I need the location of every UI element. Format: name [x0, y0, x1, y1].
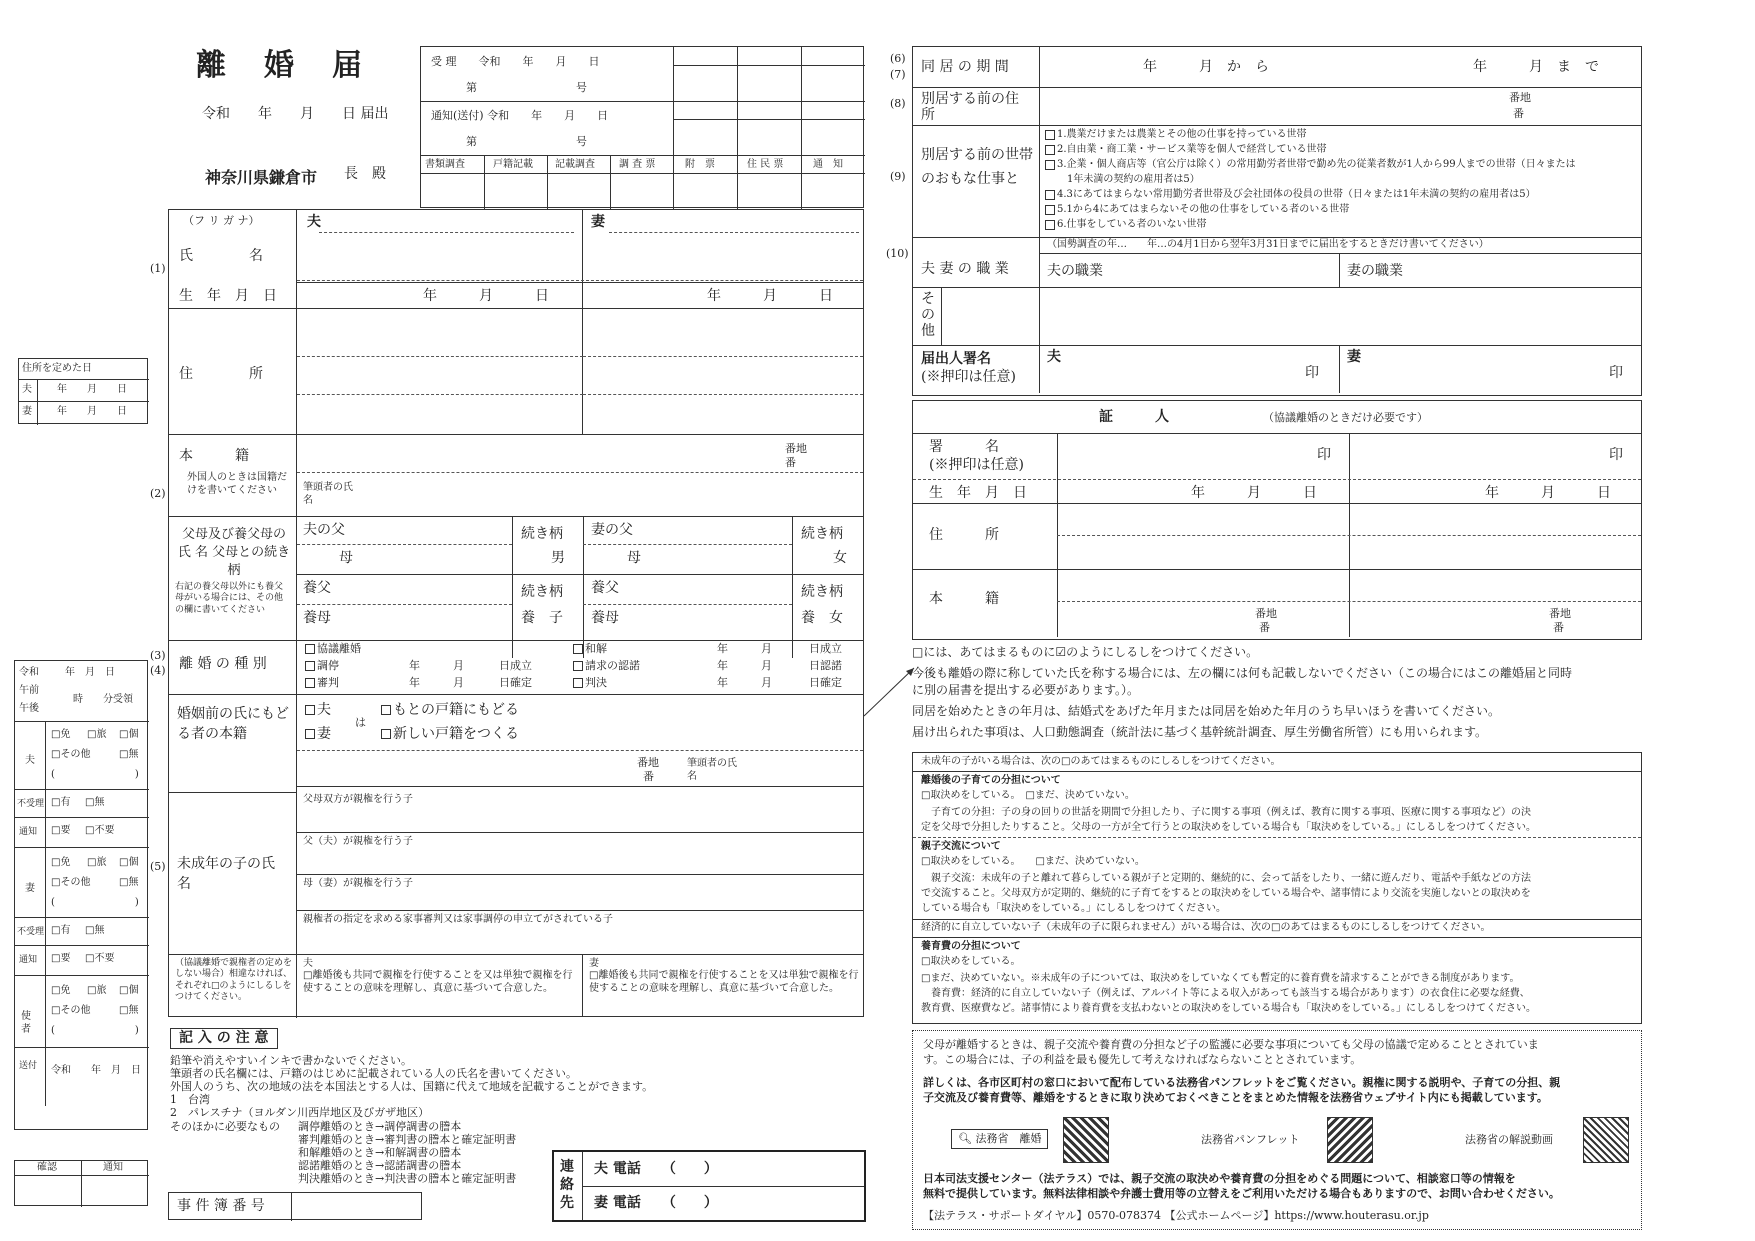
- notify-label: 通知: [103, 1162, 123, 1173]
- witness-birth-label: 生 年 月 日: [929, 485, 1027, 501]
- ban-label: 番: [643, 770, 654, 783]
- wife-address-input[interactable]: [583, 310, 863, 432]
- send-label: 送付: [19, 1061, 38, 1071]
- job-option-3[interactable]: 3.企業・個人商店等（官公庁は除く）の常用勤労者世帯で勤め先の従業者数が1人から99人までの世帯（日々または: [1045, 157, 1576, 172]
- other-label: その他: [921, 291, 935, 339]
- mother-custody-label: 母（妻）が親権を行う子: [303, 878, 413, 889]
- wife-birth-input[interactable]: 年 月 日: [707, 288, 833, 304]
- witness2-birth-input[interactable]: 年 月 日: [1485, 485, 1611, 501]
- childcare-options[interactable]: □取決めをしている。 □まだ、決めていない。: [921, 790, 1135, 801]
- id-paren: ( ): [51, 769, 139, 780]
- banchi-label: 番地: [1255, 607, 1277, 620]
- return-honseki-label: 婚姻前の氏にもどる者の本籍: [177, 706, 289, 742]
- male-label: 男: [551, 550, 565, 566]
- banchi-label: 番地: [637, 756, 659, 769]
- id-passport: □旅: [87, 985, 107, 996]
- contact-box: [552, 1150, 866, 1222]
- confirm-label: 確認: [37, 1162, 57, 1173]
- job-options: [1045, 127, 1576, 232]
- id-other: □その他: [51, 749, 91, 760]
- hittousha-label: 筆頭者の氏名: [687, 758, 737, 782]
- qr-code-search[interactable]: [1063, 1117, 1109, 1163]
- residence-date-title: 住所を定めた日: [22, 363, 92, 374]
- section-num: (1): [150, 262, 166, 275]
- note-line: 2 パレスチナ（ヨルダン川西岸地区及びガザ地区）: [170, 1106, 430, 1119]
- job-option-5[interactable]: 5.1から4にあてはまらないその他の仕事をしている者のいる世帯: [1045, 202, 1576, 217]
- notify-noneed: □不要: [85, 953, 115, 964]
- new-family-checkbox[interactable]: 新しい戸籍をつくる: [381, 726, 519, 743]
- ha-label: は: [355, 716, 366, 729]
- office-col: 書類調査: [425, 159, 465, 170]
- qr-code-pamphlet[interactable]: [1327, 1117, 1373, 1163]
- chotei-checkbox[interactable]: 調停: [305, 659, 339, 673]
- needed-item: 和解離婚のとき→和解調書の謄本: [298, 1146, 462, 1159]
- section-num: (4): [150, 664, 166, 677]
- video-label: 法務省の解説動画: [1465, 1133, 1553, 1146]
- prev-address-label: 別居する前の住 所: [921, 91, 1061, 123]
- instruction-line: □には、あてはまるものに☑のようにしるしをつけてください。: [912, 645, 1259, 659]
- name-label: 氏 名: [179, 248, 263, 264]
- kyogi-checkbox[interactable]: 協議離婚: [305, 642, 361, 656]
- info-text: 無料で提供しています。無料法律相談や弁護士費用等の立替えをご利用いただける場合もありますので、お問い合わせください。: [923, 1187, 1560, 1200]
- wife-job-input[interactable]: 妻の職業: [1347, 263, 1403, 279]
- id-passport: □旅: [87, 857, 107, 868]
- submission-date: 令和 年 月 日 届出: [202, 106, 389, 122]
- honseki-input[interactable]: [297, 436, 777, 472]
- ban-label: 番: [785, 456, 796, 469]
- contact-label: 連絡先: [560, 1159, 574, 1211]
- needed-item: 審判離婚のとき→審判書の謄本と確定証明書: [298, 1133, 517, 1146]
- office-col: 記載調査: [555, 159, 595, 170]
- notes-title: 記 入 の 注 意: [170, 1028, 278, 1049]
- needed-item: 調停離婚のとき→調停調書の謄本: [298, 1120, 462, 1133]
- hanketsu-checkbox[interactable]: 判決: [573, 676, 607, 690]
- arrow-icon: [862, 660, 918, 720]
- adopt-son-label: 養 子: [521, 610, 563, 626]
- husband-father-label: 夫の父: [303, 522, 345, 538]
- id-other: □その他: [51, 1005, 91, 1016]
- section-num: (8): [890, 97, 906, 110]
- witness-form: [912, 400, 1642, 640]
- father-custody-label: 父（夫）が親権を行う子: [303, 836, 413, 847]
- support-text: 教育費、医療費など。諸事情により養育費を支払わないとの取決めをしている場合も「取決めをしている。」にしるしをつけてください。: [921, 1003, 1536, 1014]
- banchi-label: 番地: [1509, 91, 1531, 104]
- husband-label: 夫: [307, 214, 321, 230]
- husband-label: 夫: [25, 755, 35, 766]
- husband-birth-input[interactable]: 年 月 日: [423, 288, 549, 304]
- banchi-label: 番地: [1549, 607, 1571, 620]
- ban-label: 番: [1513, 107, 1524, 120]
- wife-joint-checkbox[interactable]: □離婚後も共同で親権を行使することを又は単独で親権を行使することの意味を理解し、真意に基づいて合意した。: [589, 970, 859, 994]
- office-col: 通 知: [813, 159, 843, 170]
- husband-address-input[interactable]: [297, 310, 582, 432]
- residence-date-box: [18, 358, 148, 424]
- id-paren: ( ): [51, 1025, 139, 1036]
- info-text: 日本司法支援センター（法テラス）では、親子交流の取決めや養育費の分担をめぐる問題について、相談窓口等の情報を: [923, 1172, 1516, 1185]
- section-num: (3): [150, 649, 166, 662]
- ban-label: 番: [1259, 621, 1270, 634]
- hanketsu-kakutei: 日確定: [809, 676, 842, 689]
- both-parents-label: 父母双方が親権を行う子: [303, 794, 413, 805]
- childcare-text: 子育ての分担：子の身の回りの世話を期間で分担したり、子に関する事項（例えば、教育に関する事項、医療に関する事項など）の決: [921, 807, 1531, 818]
- husband-label: 夫: [303, 958, 313, 969]
- seikyu-ninaku: 日認諾: [809, 659, 842, 672]
- husband-joint-checkbox[interactable]: □離婚後も共同で親権を行使することを又は単独で親権を行使することの意味を理解し、真意に基づいて合意した。: [303, 970, 573, 994]
- notice-date: 通知(送付) 令和 年 月 日: [431, 109, 609, 122]
- received-no: 第 号: [466, 81, 587, 94]
- instruction-line: 同居を始めたときの年月は、結婚式をあげた年月または同居を始めた年月のうち早いほうを書いてください。: [912, 704, 1501, 718]
- honseki-label: 本 籍: [179, 448, 249, 464]
- shinpan-checkbox[interactable]: 審判: [305, 676, 339, 690]
- office-col: 附 票: [685, 159, 715, 170]
- support-options[interactable]: □取決めをしている。: [921, 956, 1021, 967]
- notes-list: [170, 1054, 653, 1119]
- wakai-checkbox[interactable]: 和解: [573, 642, 607, 656]
- section-num: (2): [150, 487, 166, 500]
- section-num: (5): [150, 860, 166, 873]
- office-use-table: [420, 46, 864, 208]
- pamphlet-label: 法務省パンフレット: [1201, 1133, 1300, 1146]
- search-icon: 🔍︎: [958, 1132, 972, 1145]
- am-label: 午前: [19, 685, 39, 696]
- id-none: □無: [119, 877, 139, 888]
- joint-note: （協議離婚で親権者の定めをしない場合）相違なければ、それぞれ□のようにしるしをつけてください。: [175, 958, 293, 1002]
- needed-label: そのほかに必要なもの: [170, 1120, 280, 1133]
- wife-label: 妻: [591, 214, 605, 230]
- relation-label: 続き柄: [521, 526, 563, 542]
- job-option-1[interactable]: 1.農業だけまたは農業とその他の仕事を持っている世帯: [1045, 127, 1576, 142]
- child-arrangement-box: [912, 752, 1642, 1024]
- info-text: す。この場合には、子の利益を最も優先して考えなければならないこととされています。: [923, 1053, 1362, 1066]
- wife-seal: 印: [1609, 365, 1623, 381]
- chotei-ym: 年 月: [409, 659, 464, 672]
- agent-label: 使者: [21, 1011, 31, 1035]
- wife-label: 妻: [22, 406, 32, 417]
- signer-note: (※押印は任意): [921, 369, 1016, 385]
- census-note: （国勢調査の年… 年…の4月1日から翌年3月31日までに届出をするときだけ書いてください）: [1047, 239, 1489, 250]
- witness-honseki-label: 本 籍: [929, 591, 999, 607]
- ban-label: 番: [1553, 621, 1564, 634]
- visitation-text: 親子交流：未成年の子と離れて暮らしている親が子と定期的、継続的に、会って話をしたり、一緒に遊んだり、電話や手紙などの方法: [921, 873, 1531, 884]
- visitation-options[interactable]: □取決めをしている。 □まだ、決めていない。: [921, 856, 1145, 867]
- foreign-note: 外国人のときは国籍だけを書いてください: [187, 472, 287, 496]
- pending-label: 親権者の指定を求める家事審判又は家事調停の申立てがされている子: [303, 914, 613, 925]
- visitation-text: している場合も「取決めをしている。」にしるしをつけてください。: [921, 903, 1226, 914]
- wife-father-label: 妻の父: [591, 522, 633, 538]
- visitation-title: 親子交流について: [921, 841, 1001, 852]
- female-label: 女: [833, 550, 847, 566]
- seikyu-ym: 年 月: [717, 659, 772, 672]
- support-head: 経済的に自立していない子（未成年の子に限られません）がいる場合は、次の□のあてはまるものにしるしをつけてください。: [921, 922, 1491, 933]
- witness1-seal: 印: [1317, 447, 1331, 463]
- needed-item: 認諾離婚のとき→認諾調書の謄本: [298, 1159, 462, 1172]
- husband-label: 夫: [1047, 349, 1061, 365]
- addressee-city: 神奈川県鎌倉市: [205, 168, 318, 187]
- reject-label: 不受理: [17, 927, 45, 937]
- visitation-text: で交流すること。父母双方が定期的、継続的に子育てをするとの取決めをしている場合や、諸事情により交流を実施しないとの取決めを: [921, 888, 1531, 899]
- wife-adopt-father: 養父: [591, 580, 619, 596]
- office-col: 戸籍記載: [493, 159, 533, 170]
- husband-mother-label: 母: [339, 550, 353, 566]
- chotei-seiritsu: 日成立: [499, 659, 532, 672]
- office-receipt-panel: [14, 660, 148, 1130]
- parents-note: 右記の養父母以外にも養父母がいる場合には、その他の欄に書いてください: [175, 582, 284, 615]
- support-text: 養育費：経済的に自立していない子（例えば、アルバイト等による収入があっても該当する場合があります）の衣食住に必要な経費、: [921, 988, 1530, 999]
- birth-label: 生 年 月 日: [179, 288, 277, 304]
- wakai-seiritsu: 日成立: [809, 642, 842, 655]
- return-wife-checkbox[interactable]: 妻: [305, 726, 331, 743]
- wife-phone-input[interactable]: 妻 電話 （ ）: [594, 1195, 718, 1211]
- notify-noneed: □不要: [85, 825, 115, 836]
- needed-list: [298, 1120, 516, 1185]
- banchi-label: 番地: [785, 442, 807, 455]
- instructions: [912, 644, 1572, 741]
- husband-adopt-mother: 養母: [303, 610, 331, 626]
- relation-label: 続き柄: [521, 584, 563, 600]
- hittousha-label: 筆頭者の氏名: [303, 482, 353, 506]
- section-num: (9): [890, 170, 906, 183]
- relation-label: 続き柄: [801, 526, 843, 542]
- notify-need: □要: [51, 825, 71, 836]
- id-mynumber: □個: [119, 729, 139, 740]
- occupation-label: 夫 妻 の 職 業: [921, 261, 1009, 277]
- note-line: 筆頭者の氏名欄には、戸籍のはじめに記載されている人の氏名を書いてください。: [170, 1067, 577, 1080]
- husband-name-input[interactable]: [297, 242, 582, 272]
- id-license: □免: [51, 729, 71, 740]
- office-col: 調 査 票: [619, 159, 656, 170]
- furigana-label: （フ リ ガ ナ）: [183, 214, 260, 227]
- wife-label: 妻: [1347, 349, 1361, 365]
- support-text: □まだ、決めていない。※未成年の子については、取決めをしていなくても暫定的に養育費を請求することができる制度があります。: [921, 973, 1520, 984]
- form-title: 離 婚 届: [196, 48, 366, 83]
- shinpan-kakutei: 日確定: [499, 676, 532, 689]
- search-box: [951, 1129, 1048, 1149]
- addressee-suffix: 長 殿: [344, 166, 386, 182]
- send-date: 令和 年 月 日: [51, 1065, 141, 1076]
- wife-name-input[interactable]: [583, 242, 863, 272]
- cohabit-from-input[interactable]: 年 月 か ら: [1143, 59, 1269, 75]
- husband-adopt-father: 養父: [303, 580, 331, 596]
- husband-job-input[interactable]: 夫の職業: [1047, 263, 1103, 279]
- id-none: □無: [119, 749, 139, 760]
- wife-mother-label: 母: [627, 550, 641, 566]
- husband-date: 年 月 日: [57, 384, 127, 395]
- cohabit-to-input[interactable]: 年 月 ま で: [1473, 59, 1599, 75]
- husband-seal: 印: [1305, 365, 1319, 381]
- reject-yes: □有: [51, 925, 71, 936]
- instruction-line: 届け出られた事項は、人口動態調査（統計法に基づく基幹統計調査、厚生労働省所管）にも用いられます。: [912, 725, 1488, 739]
- search-term: 法務省 離婚: [975, 1132, 1042, 1145]
- info-box: [912, 1030, 1642, 1230]
- reject-yes: □有: [51, 797, 71, 808]
- notice-no: 第 号: [466, 135, 587, 148]
- info-text: 詳しくは、各市区町村の窓口において配布している法務省パンフレットをご覧ください。親権に関する説明や、子育ての分担、親: [923, 1076, 1561, 1089]
- job-option-3-cont: 1年未満の契約の雇用者は5）: [1057, 174, 1200, 185]
- children-label: 未成年の子の氏 名: [177, 856, 331, 892]
- note-line: 鉛筆や消えやすいインキで書かないでください。: [170, 1054, 412, 1067]
- household-label: 別居する前の世帯のおもな仕事と: [921, 147, 1033, 187]
- section-num: (10): [886, 247, 909, 260]
- id-none: □無: [119, 1005, 139, 1016]
- receipt-date: 年 月 日: [65, 667, 115, 678]
- relation-label: 続き柄: [801, 584, 843, 600]
- shinpan-ym: 年 月: [409, 676, 464, 689]
- adopt-daughter-label: 養 女: [801, 610, 843, 626]
- id-mynumber: □個: [119, 985, 139, 996]
- instruction-line: に別の届書を提出する必要があります。）。: [912, 683, 1140, 697]
- houterasu-footer[interactable]: 【法テラス・サポートダイヤル】0570-078374 【公式ホームページ】https://www.houterasu.or.jp: [923, 1209, 1429, 1222]
- reject-no: □無: [85, 797, 105, 808]
- child-box-head: 未成年の子がいる場合は、次の□のあてはまるものにしるしをつけてください。: [921, 756, 1281, 767]
- main-form: [168, 209, 864, 1017]
- section-num: (7): [890, 68, 906, 81]
- instruction-line: 今後も離婚の際に称していた氏を称する場合には、左の欄には何も記載しないでください（この場合にはこの離婚届と同時: [912, 666, 1573, 680]
- support-title: 養育費の分担について: [921, 941, 1021, 952]
- note-line: 外国人のうち、次の地域の法を本国法とする人は、国籍に代えて地域を記載することができます。: [170, 1080, 654, 1093]
- job-option-4[interactable]: 4.3にあてはまらない常用勤労者世帯及び会社団体の役員の世帯（日々または1年未満の契約の雇用者は5）: [1045, 187, 1576, 202]
- parents-label: 父母及び養父母の 氏 名 父母との続き柄: [177, 527, 291, 578]
- pm-label: 午後: [19, 703, 39, 714]
- reiwa-label: 令和: [19, 667, 39, 678]
- witness-note: （協議離婚のときだけ必要です）: [1263, 411, 1428, 424]
- orig-family-checkbox[interactable]: もとの戸籍にもどる: [381, 702, 519, 719]
- job-option-6[interactable]: 6.仕事をしている者のいない世帯: [1045, 217, 1576, 232]
- witness2-seal: 印: [1609, 447, 1623, 463]
- needed-item: 判決離婚のとき→判決書の謄本と確定証明書: [298, 1172, 517, 1185]
- return-husband-checkbox[interactable]: 夫: [305, 702, 331, 719]
- id-license: □免: [51, 985, 71, 996]
- id-mynumber: □個: [119, 857, 139, 868]
- right-form: [912, 46, 1642, 396]
- seikyu-checkbox[interactable]: 請求の認諾: [573, 659, 640, 673]
- divorce-type-label: 離 婚 の 種 別: [179, 656, 267, 672]
- reject-no: □無: [85, 925, 105, 936]
- receipt-time: 時 分受領: [73, 694, 133, 705]
- info-text: 父母が離婚するときは、親子交流や養育費の分担など子の監護に必要な事項についても父母の協議で定めることとされていま: [923, 1038, 1539, 1051]
- wife-label: 妻: [25, 883, 35, 894]
- wife-adopt-mother: 養母: [591, 610, 619, 626]
- id-other: □その他: [51, 877, 91, 888]
- note-line: 1 台湾: [170, 1093, 210, 1106]
- confirm-box: [14, 1160, 148, 1206]
- witness-sign-label: 署 名: [929, 439, 999, 455]
- reject-label: 不受理: [17, 799, 45, 809]
- witness1-birth-input[interactable]: 年 月 日: [1191, 485, 1317, 501]
- childcare-title: 離婚後の子育ての分担について: [921, 775, 1061, 786]
- witness-sign-note: (※押印は任意): [929, 457, 1024, 473]
- id-paren: ( ): [51, 897, 139, 908]
- witness-address-label: 住 所: [929, 527, 999, 543]
- prev-address-input[interactable]: [1041, 89, 1501, 123]
- notify-need: □要: [51, 953, 71, 964]
- info-text: 子交流及び養育費等、離婚をするときに取り決めておくべきことをまとめた情報を法務省ウェブサイト内にも掲載しています。: [923, 1091, 1548, 1104]
- childcare-text: 定を父母で分担したりすること。父母の一方が全て行うとの取決めをしている場合も「取決めをしている。」にしるしをつけてください。: [921, 822, 1536, 833]
- case-no-label: 事 件 簿 番 号: [177, 1198, 265, 1214]
- qr-code-video[interactable]: [1583, 1117, 1629, 1163]
- other-input[interactable]: [943, 289, 1633, 343]
- id-passport: □旅: [87, 729, 107, 740]
- received-date: 受 理 令和 年 月 日: [431, 55, 600, 68]
- witness-title: 証 人: [1099, 409, 1169, 425]
- id-license: □免: [51, 857, 71, 868]
- address-label: 住 所: [179, 366, 263, 382]
- notify-label: 通知: [19, 955, 38, 965]
- office-col: 住 民 票: [747, 159, 784, 170]
- section-num: (6): [890, 52, 906, 65]
- husband-label: 夫: [22, 384, 32, 395]
- case-number-box: [168, 1192, 422, 1220]
- wakai-ym: 年 月: [717, 642, 772, 655]
- wife-label: 妻: [589, 958, 599, 969]
- job-option-2[interactable]: 2.自由業・商工業・サービス業等を個人で経営している世帯: [1045, 142, 1576, 157]
- wife-date: 年 月 日: [57, 406, 127, 417]
- hanketsu-ym: 年 月: [717, 676, 772, 689]
- cohabit-label: 同 居 の 期 間: [921, 59, 1009, 75]
- notify-label: 通知: [19, 827, 38, 837]
- signer-label: 届出人署名: [921, 351, 991, 367]
- husband-phone-input[interactable]: 夫 電話 （ ）: [594, 1161, 718, 1177]
